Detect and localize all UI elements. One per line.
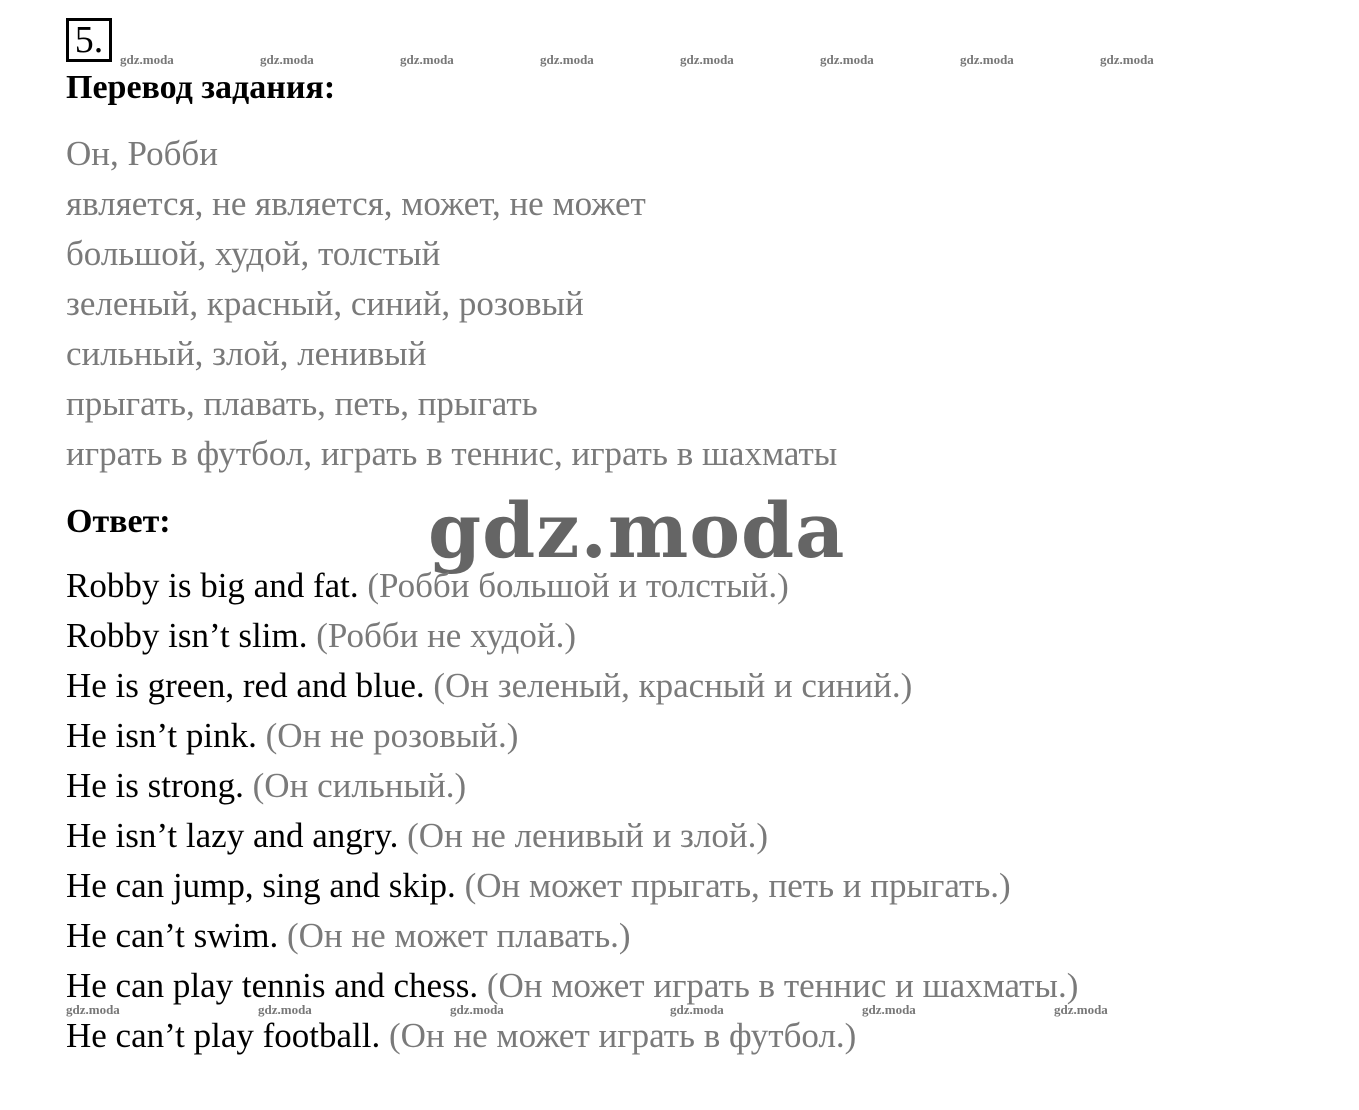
answer-russian: (Робби не худой.) (316, 616, 576, 655)
answer-english: He can jump, sing and skip. (66, 866, 456, 905)
answer-heading: Ответ: (66, 503, 171, 540)
answer-russian: (Он сильный.) (252, 766, 467, 805)
task-number: 5. (66, 18, 112, 62)
answer-russian: (Он не розовый.) (265, 716, 519, 755)
translation-line: прыгать, плавать, петь, прыгать (66, 384, 538, 423)
watermark-small: gdz.moda (670, 1002, 724, 1017)
answer-english: He can’t swim. (66, 916, 279, 955)
translation-line: Он, Робби (66, 134, 218, 173)
answer-line (66, 766, 466, 806)
answer-line (66, 1016, 856, 1056)
answer-russian: (Он может прыгать, петь и прыгать.) (464, 866, 1011, 905)
watermark-small: gdz.moda (862, 1002, 916, 1017)
answer-english: He is green, red and blue. (66, 666, 425, 705)
watermark-small: gdz.moda (960, 52, 1014, 67)
translation-line: большой, худой, толстый (66, 234, 441, 273)
answer-line (66, 966, 1078, 1006)
watermark-small: gdz.moda (540, 52, 594, 67)
watermark-small: gdz.moda (120, 52, 174, 67)
watermark-small: gdz.moda (66, 1002, 120, 1017)
answer-english: Robby is big and fat. (66, 566, 359, 605)
watermark-small: gdz.moda (258, 1002, 312, 1017)
translation-heading: Перевод задания: (66, 69, 336, 106)
answer-russian: (Он может играть в теннис и шахматы.) (486, 966, 1079, 1005)
answer-line (66, 816, 768, 856)
translation-line: играть в футбол, играть в теннис, играть в шахматы (66, 434, 838, 473)
answer-russian: (Он зеленый, красный и синий.) (433, 666, 913, 705)
answer-english: He can’t play football. (66, 1016, 381, 1055)
watermark-small: gdz.moda (1100, 52, 1154, 67)
translation-line: сильный, злой, ленивый (66, 334, 427, 373)
watermark-small: gdz.moda (450, 1002, 504, 1017)
answer-russian: (Он не может играть в футбол.) (389, 1016, 857, 1055)
answer-english: Robby isn’t slim. (66, 616, 308, 655)
answer-russian: (Он не ленивый и злой.) (407, 816, 768, 855)
answer-line (66, 866, 1011, 906)
answer-line (66, 566, 789, 606)
translation-line: является, не является, может, не может (66, 184, 646, 223)
answer-english: He is strong. (66, 766, 244, 805)
watermark-small: gdz.moda (400, 52, 454, 67)
answer-line (66, 666, 912, 706)
answer-english: He isn’t pink. (66, 716, 257, 755)
answer-line (66, 916, 631, 956)
answer-english: He isn’t lazy and angry. (66, 816, 399, 855)
translation-line: зеленый, красный, синий, розовый (66, 284, 584, 323)
watermark-small: gdz.moda (820, 52, 874, 67)
watermark-small: gdz.moda (680, 52, 734, 67)
watermark-small: gdz.moda (1054, 1002, 1108, 1017)
watermark-small: gdz.moda (260, 52, 314, 67)
answer-line (66, 716, 518, 756)
answer-line (66, 616, 576, 656)
answer-russian: (Он не может плавать.) (286, 916, 631, 955)
answer-russian: (Робби большой и толстый.) (367, 566, 789, 605)
watermark-large: gdz.moda (428, 486, 846, 575)
answer-english: He can play tennis and chess. (66, 966, 479, 1005)
